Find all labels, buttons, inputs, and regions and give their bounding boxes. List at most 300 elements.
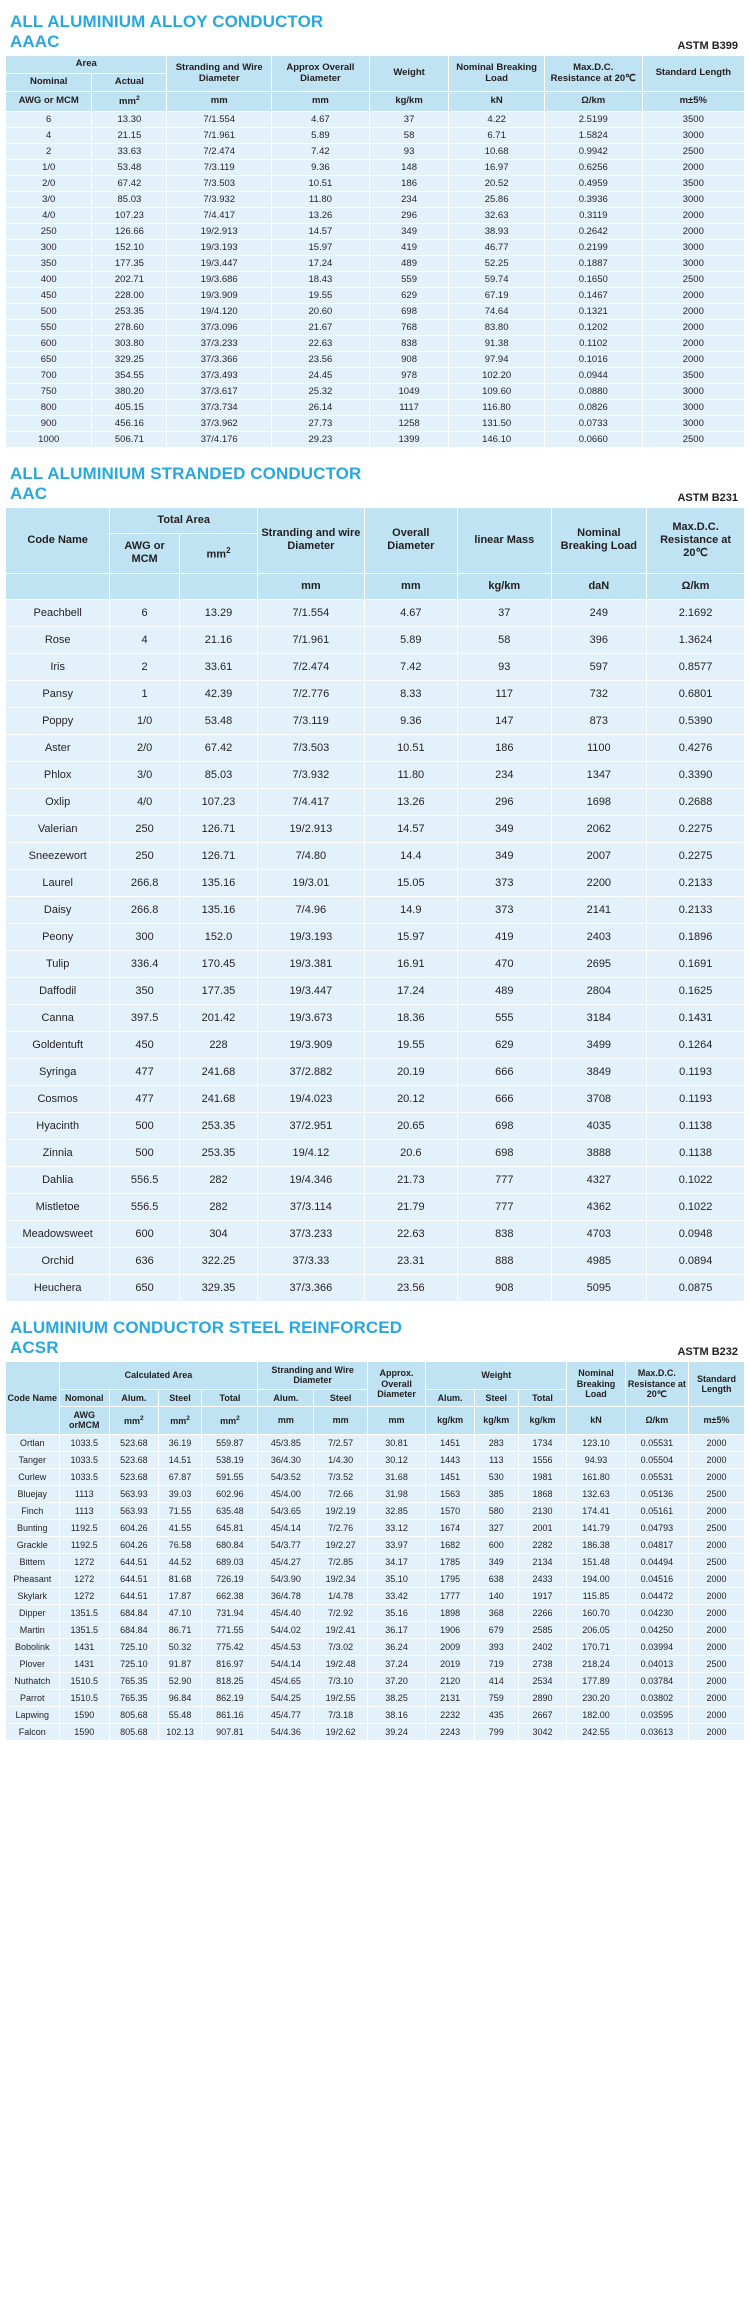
cell-value: 15.05 bbox=[364, 869, 457, 896]
cell-value: 58 bbox=[458, 626, 551, 653]
cell-value: 10.51 bbox=[272, 176, 370, 192]
cell-name: Bobolink bbox=[6, 1638, 60, 1655]
cell-value: 13.29 bbox=[179, 599, 257, 626]
cell-value: 1431 bbox=[59, 1655, 110, 1672]
cell-name: 1000 bbox=[6, 432, 92, 448]
cell-value: 304 bbox=[179, 1220, 257, 1247]
cell-value: 55.48 bbox=[158, 1706, 202, 1723]
cell-value: 249 bbox=[551, 599, 647, 626]
col-group-resistance: Max.D.C. Resistance at 20℃ bbox=[544, 56, 642, 92]
cell-value: 1682 bbox=[426, 1536, 475, 1553]
cell-value: 1192.5 bbox=[59, 1519, 110, 1536]
table-row bbox=[6, 368, 745, 384]
cell-value: 46.77 bbox=[449, 240, 545, 256]
cell-value: 1795 bbox=[426, 1570, 475, 1587]
cell-value: 37 bbox=[369, 112, 449, 128]
cell-value: 22.63 bbox=[272, 336, 370, 352]
unit-awg: AWG or MCM bbox=[6, 91, 92, 111]
cell-name: Daisy bbox=[6, 896, 110, 923]
cell-value: 41.55 bbox=[158, 1519, 202, 1536]
cell-value: 206.05 bbox=[567, 1621, 625, 1638]
cell-value: 42.39 bbox=[179, 680, 257, 707]
cell-value: 397.5 bbox=[110, 1004, 180, 1031]
cell-value: 170.71 bbox=[567, 1638, 625, 1655]
cell-value: 373 bbox=[458, 896, 551, 923]
table-row bbox=[6, 788, 745, 815]
cell-value: 21.79 bbox=[364, 1193, 457, 1220]
cell-value: 3/0 bbox=[110, 761, 180, 788]
cell-value: 0.1022 bbox=[647, 1193, 745, 1220]
cell-value: 147 bbox=[458, 707, 551, 734]
table-row bbox=[6, 1706, 745, 1723]
cell-value: 19/2.27 bbox=[314, 1536, 368, 1553]
cell-value: 54/3.77 bbox=[258, 1536, 314, 1553]
unit-kgkm: kg/km bbox=[458, 573, 551, 599]
cell-value: 30.81 bbox=[367, 1434, 425, 1451]
cell-value: 7/4.96 bbox=[258, 896, 365, 923]
cell-value: 16.97 bbox=[449, 160, 545, 176]
cell-value: 22.63 bbox=[364, 1220, 457, 1247]
cell-value: 3042 bbox=[518, 1723, 567, 1740]
cell-value: 76.58 bbox=[158, 1536, 202, 1553]
cell-value: 591.55 bbox=[202, 1468, 258, 1485]
cell-value: 14.57 bbox=[364, 815, 457, 842]
col-group-breaking-load: Nominal Breaking Load bbox=[449, 56, 545, 92]
cell-value: 600 bbox=[474, 1536, 518, 1553]
cell-value: 1.3624 bbox=[647, 626, 745, 653]
cell-value: 1917 bbox=[518, 1587, 567, 1604]
cell-value: 186 bbox=[369, 176, 449, 192]
cell-value: 349 bbox=[458, 815, 551, 842]
cell-value: 1113 bbox=[59, 1485, 110, 1502]
cell-value: 2120 bbox=[426, 1672, 475, 1689]
cell-value: 19/3.193 bbox=[167, 240, 272, 256]
cell-value: 1698 bbox=[551, 788, 647, 815]
cell-value: 3000 bbox=[642, 384, 744, 400]
cell-name: 900 bbox=[6, 416, 92, 432]
cell-value: 19/2.55 bbox=[314, 1689, 368, 1706]
cell-name: 800 bbox=[6, 400, 92, 416]
cell-value: 0.03994 bbox=[625, 1638, 688, 1655]
cell-value: 1258 bbox=[369, 416, 449, 432]
cell-value: 1510.5 bbox=[59, 1672, 110, 1689]
cell-value: 7/3.02 bbox=[314, 1638, 368, 1655]
cell-value: 152.10 bbox=[92, 240, 167, 256]
cell-value: 414 bbox=[474, 1672, 518, 1689]
cell-value: 327 bbox=[474, 1519, 518, 1536]
table-header-row bbox=[6, 56, 745, 74]
cell-value: 37/2.951 bbox=[258, 1112, 365, 1139]
cell-value: 0.1887 bbox=[544, 256, 642, 272]
cell-value: 2000 bbox=[688, 1570, 744, 1587]
cell-value: 0.3390 bbox=[647, 761, 745, 788]
cell-value: 21.16 bbox=[179, 626, 257, 653]
cell-value: 3500 bbox=[642, 112, 744, 128]
unit-mm2-alum: $mm^2$ bbox=[110, 1406, 159, 1434]
cell-value: 59.74 bbox=[449, 272, 545, 288]
cell-value: 684.84 bbox=[110, 1621, 159, 1638]
standard-label-aac: ASTM B231 bbox=[677, 492, 738, 505]
cell-value: 2009 bbox=[426, 1638, 475, 1655]
cell-name: Nuthatch bbox=[6, 1672, 60, 1689]
cell-value: 58 bbox=[369, 128, 449, 144]
cell-value: 0.04793 bbox=[625, 1519, 688, 1536]
unit-mm-strand: mm bbox=[167, 91, 272, 111]
cell-value: 1785 bbox=[426, 1553, 475, 1570]
table-row bbox=[6, 761, 745, 788]
cell-value: 350 bbox=[110, 977, 180, 1004]
cell-value: 2/0 bbox=[110, 734, 180, 761]
cell-value: 732 bbox=[551, 680, 647, 707]
cell-value: 17.87 bbox=[158, 1587, 202, 1604]
cell-value: 303.80 bbox=[92, 336, 167, 352]
cell-value: 37/3.233 bbox=[167, 336, 272, 352]
table-row bbox=[6, 160, 745, 176]
cell-value: 768 bbox=[369, 320, 449, 336]
cell-value: 0.4959 bbox=[544, 176, 642, 192]
cell-value: 500 bbox=[110, 1139, 180, 1166]
cell-name: Mistletoe bbox=[6, 1193, 110, 1220]
cell-value: 908 bbox=[458, 1274, 551, 1301]
cell-value: 0.04013 bbox=[625, 1655, 688, 1672]
cell-value: 140 bbox=[474, 1587, 518, 1604]
cell-value: 7/3.932 bbox=[167, 192, 272, 208]
cell-value: 2500 bbox=[688, 1655, 744, 1672]
cell-value: 52.25 bbox=[449, 256, 545, 272]
cell-value: 2000 bbox=[642, 208, 744, 224]
cell-value: 19.55 bbox=[272, 288, 370, 304]
cell-value: 2500 bbox=[688, 1485, 744, 1502]
cell-name: 250 bbox=[6, 224, 92, 240]
cell-value: 1351.5 bbox=[59, 1604, 110, 1621]
cell-value: 241.68 bbox=[179, 1058, 257, 1085]
col-breaking-load: Nominal Breaking Load bbox=[551, 508, 647, 574]
cell-value: 282 bbox=[179, 1193, 257, 1220]
cell-value: 2000 bbox=[642, 288, 744, 304]
table-row bbox=[6, 1166, 745, 1193]
cell-value: 1272 bbox=[59, 1553, 110, 1570]
cell-value: 3888 bbox=[551, 1139, 647, 1166]
table-row bbox=[6, 112, 745, 128]
cell-value: 2000 bbox=[642, 224, 744, 240]
col-stranding: Stranding and Wire Diameter bbox=[258, 1361, 367, 1389]
cell-value: 37.24 bbox=[367, 1655, 425, 1672]
cell-value: 21.73 bbox=[364, 1166, 457, 1193]
cell-value: 680.84 bbox=[202, 1536, 258, 1553]
cell-value: 1868 bbox=[518, 1485, 567, 1502]
cell-value: 2 bbox=[110, 653, 180, 680]
cell-value: 419 bbox=[458, 923, 551, 950]
cell-value: 5095 bbox=[551, 1274, 647, 1301]
cell-value: 523.68 bbox=[110, 1434, 159, 1451]
cell-value: 19/2.62 bbox=[314, 1723, 368, 1740]
table-row bbox=[6, 842, 745, 869]
cell-value: 20.6 bbox=[364, 1139, 457, 1166]
cell-value: 74.64 bbox=[449, 304, 545, 320]
cell-value: 838 bbox=[369, 336, 449, 352]
cell-value: 0.2275 bbox=[647, 815, 745, 842]
cell-value: 0.1016 bbox=[544, 352, 642, 368]
cell-value: 14.4 bbox=[364, 842, 457, 869]
cell-value: 148 bbox=[369, 160, 449, 176]
cell-value: 30.12 bbox=[367, 1451, 425, 1468]
cell-value: 0.2642 bbox=[544, 224, 642, 240]
cell-value: 13.26 bbox=[272, 208, 370, 224]
cell-value: 1/4.30 bbox=[314, 1451, 368, 1468]
cell-value: 2500 bbox=[688, 1519, 744, 1536]
cell-value: 45/4.40 bbox=[258, 1604, 314, 1621]
cell-name: Sneezewort bbox=[6, 842, 110, 869]
cell-value: 37/3.366 bbox=[167, 352, 272, 368]
cell-value: 1510.5 bbox=[59, 1689, 110, 1706]
cell-value: 4985 bbox=[551, 1247, 647, 1274]
table-row bbox=[6, 1689, 745, 1706]
cell-value: 13.30 bbox=[92, 112, 167, 128]
col-group-diameter: Approx Overall Diameter bbox=[272, 56, 370, 92]
cell-value: 13.26 bbox=[364, 788, 457, 815]
table-row bbox=[6, 128, 745, 144]
unit-mm-diam: mm bbox=[367, 1406, 425, 1434]
cell-value: 0.1896 bbox=[647, 923, 745, 950]
cell-value: 102.13 bbox=[158, 1723, 202, 1740]
cell-value: 14.9 bbox=[364, 896, 457, 923]
cell-value: 266.8 bbox=[110, 896, 180, 923]
cell-value: 19/4.346 bbox=[258, 1166, 365, 1193]
unit-ohmkm: Ω/km bbox=[625, 1406, 688, 1434]
cell-value: 278.60 bbox=[92, 320, 167, 336]
cell-value: 7/2.474 bbox=[167, 144, 272, 160]
table-header-row bbox=[6, 508, 745, 534]
cell-value: 1674 bbox=[426, 1519, 475, 1536]
cell-value: 0.05161 bbox=[625, 1502, 688, 1519]
cell-value: 555 bbox=[458, 1004, 551, 1031]
cell-value: 201.42 bbox=[179, 1004, 257, 1031]
cell-value: 2738 bbox=[518, 1655, 567, 1672]
cell-name: Pheasant bbox=[6, 1570, 60, 1587]
cell-value: 2500 bbox=[642, 432, 744, 448]
cell-value: 559.87 bbox=[202, 1434, 258, 1451]
table-row bbox=[6, 400, 745, 416]
table-row bbox=[6, 240, 745, 256]
table-row bbox=[6, 680, 745, 707]
col-weight: Weight bbox=[426, 1361, 567, 1389]
col-code-name: Code Name bbox=[6, 1361, 60, 1434]
cell-value: 135.16 bbox=[179, 896, 257, 923]
cell-name: Skylark bbox=[6, 1587, 60, 1604]
cell-value: 37/2.882 bbox=[258, 1058, 365, 1085]
cell-value: 94.93 bbox=[567, 1451, 625, 1468]
cell-value: 152.0 bbox=[179, 923, 257, 950]
cell-value: 2134 bbox=[518, 1553, 567, 1570]
cell-value: 644.51 bbox=[110, 1570, 159, 1587]
cell-value: 7/3.932 bbox=[258, 761, 365, 788]
cell-value: 2200 bbox=[551, 869, 647, 896]
cell-value: 34.17 bbox=[367, 1553, 425, 1570]
cell-value: 7/2.66 bbox=[314, 1485, 368, 1502]
cell-value: 523.68 bbox=[110, 1468, 159, 1485]
section-subtitle-text: ACSR bbox=[10, 1337, 59, 1357]
cell-value: 36.17 bbox=[367, 1621, 425, 1638]
cell-value: 1570 bbox=[426, 1502, 475, 1519]
cell-value: 873 bbox=[551, 707, 647, 734]
cell-value: 38.93 bbox=[449, 224, 545, 240]
cell-value: 4 bbox=[110, 626, 180, 653]
section-subtitle-text: AAC bbox=[10, 484, 48, 504]
cell-value: 45/4.14 bbox=[258, 1519, 314, 1536]
cell-value: 602.96 bbox=[202, 1485, 258, 1502]
cell-value: 67.42 bbox=[92, 176, 167, 192]
cell-value: 0.6801 bbox=[647, 680, 745, 707]
cell-value: 21.15 bbox=[92, 128, 167, 144]
cell-value: 5.89 bbox=[272, 128, 370, 144]
cell-value: 1/0 bbox=[110, 707, 180, 734]
table-row bbox=[6, 950, 745, 977]
table-row bbox=[6, 1004, 745, 1031]
cell-value: 322.25 bbox=[179, 1247, 257, 1274]
cell-value: 126.71 bbox=[179, 815, 257, 842]
cell-value: 354.55 bbox=[92, 368, 167, 384]
cell-value: 2695 bbox=[551, 950, 647, 977]
cell-value: 1192.5 bbox=[59, 1536, 110, 1553]
cell-value: 7/2.92 bbox=[314, 1604, 368, 1621]
cell-value: 71.55 bbox=[158, 1502, 202, 1519]
cell-value: 194.00 bbox=[567, 1570, 625, 1587]
cell-value: 19/3.447 bbox=[167, 256, 272, 272]
cell-value: 638 bbox=[474, 1570, 518, 1587]
cell-value: 6.71 bbox=[449, 128, 545, 144]
cell-value: 1033.5 bbox=[59, 1434, 110, 1451]
cell-value: 329.25 bbox=[92, 352, 167, 368]
cell-value: 7/2.776 bbox=[258, 680, 365, 707]
cell-value: 3000 bbox=[642, 416, 744, 432]
cell-name: Aster bbox=[6, 734, 110, 761]
cell-value: 506.71 bbox=[92, 432, 167, 448]
cell-name: Orchid bbox=[6, 1247, 110, 1274]
cell-value: 3000 bbox=[642, 256, 744, 272]
cell-value: 29.23 bbox=[272, 432, 370, 448]
cell-name: Rose bbox=[6, 626, 110, 653]
table-row bbox=[6, 896, 745, 923]
cell-value: 1590 bbox=[59, 1723, 110, 1740]
cell-value: 1981 bbox=[518, 1468, 567, 1485]
cell-value: 0.0660 bbox=[544, 432, 642, 448]
cell-value: 135.16 bbox=[179, 869, 257, 896]
cell-value: 234 bbox=[458, 761, 551, 788]
cell-value: 1777 bbox=[426, 1587, 475, 1604]
cell-value: 7/2.474 bbox=[258, 653, 365, 680]
col-area-nominal: Nomonal bbox=[59, 1389, 110, 1406]
cell-value: 2000 bbox=[688, 1723, 744, 1740]
cell-value: 0.0948 bbox=[647, 1220, 745, 1247]
cell-value: 54/3.52 bbox=[258, 1468, 314, 1485]
cell-name: Parrot bbox=[6, 1689, 60, 1706]
cell-value: 45/4.27 bbox=[258, 1553, 314, 1570]
cell-value: 861.16 bbox=[202, 1706, 258, 1723]
cell-value: 19/3.447 bbox=[258, 977, 365, 1004]
cell-value: 2.5199 bbox=[544, 112, 642, 128]
cell-value: 10.68 bbox=[449, 144, 545, 160]
cell-value: 38.25 bbox=[367, 1689, 425, 1706]
cell-value: 67.42 bbox=[179, 734, 257, 761]
cell-value: 3000 bbox=[642, 128, 744, 144]
cell-value: 242.55 bbox=[567, 1723, 625, 1740]
table-row bbox=[6, 1723, 745, 1740]
cell-value: 253.35 bbox=[179, 1139, 257, 1166]
cell-name: Zinnia bbox=[6, 1139, 110, 1166]
cell-value: 0.1193 bbox=[647, 1058, 745, 1085]
cell-name: Oxlip bbox=[6, 788, 110, 815]
table-row bbox=[6, 1193, 745, 1220]
cell-value: 563.93 bbox=[110, 1485, 159, 1502]
cell-value: 1113 bbox=[59, 1502, 110, 1519]
cell-value: 0.1193 bbox=[647, 1085, 745, 1112]
cell-value: 4.67 bbox=[272, 112, 370, 128]
table-aaac bbox=[5, 55, 745, 448]
cell-value: 1117 bbox=[369, 400, 449, 416]
cell-value: 556.5 bbox=[110, 1166, 180, 1193]
cell-value: 11.80 bbox=[272, 192, 370, 208]
cell-value: 126.66 bbox=[92, 224, 167, 240]
cell-value: 19/3.193 bbox=[258, 923, 365, 950]
cell-value: 719 bbox=[474, 1655, 518, 1672]
table-row bbox=[6, 1638, 745, 1655]
cell-value: 2282 bbox=[518, 1536, 567, 1553]
table-row bbox=[6, 707, 745, 734]
cell-name: Canna bbox=[6, 1004, 110, 1031]
cell-value: 116.80 bbox=[449, 400, 545, 416]
cell-value: 44.52 bbox=[158, 1553, 202, 1570]
cell-value: 477 bbox=[110, 1085, 180, 1112]
col-group-area: Area bbox=[6, 56, 167, 74]
cell-value: 7/1.554 bbox=[258, 599, 365, 626]
cell-value: 45/4.00 bbox=[258, 1485, 314, 1502]
table-unit-row-2 bbox=[6, 573, 745, 599]
cell-value: 230.20 bbox=[567, 1689, 625, 1706]
cell-value: 629 bbox=[369, 288, 449, 304]
standard-label-aaac: ASTM B399 bbox=[677, 40, 738, 53]
table-row bbox=[6, 977, 745, 1004]
table-row bbox=[6, 1220, 745, 1247]
cell-value: 1906 bbox=[426, 1621, 475, 1638]
cell-value: 0.0826 bbox=[544, 400, 642, 416]
cell-value: 1033.5 bbox=[59, 1451, 110, 1468]
section-title-text: ALL ALUMINIUM ALLOY CONDUCTOR bbox=[10, 12, 324, 31]
cell-value: 9.36 bbox=[364, 707, 457, 734]
cell-value: 0.04516 bbox=[625, 1570, 688, 1587]
col-breaking-load: Nominal Breaking Load bbox=[567, 1361, 625, 1406]
table-row bbox=[6, 1085, 745, 1112]
cell-value: 24.45 bbox=[272, 368, 370, 384]
cell-name: 700 bbox=[6, 368, 92, 384]
cell-value: 698 bbox=[369, 304, 449, 320]
cell-value: 1443 bbox=[426, 1451, 475, 1468]
unit-blank-3 bbox=[179, 573, 257, 599]
table-row bbox=[6, 1451, 745, 1468]
cell-value: 2000 bbox=[688, 1502, 744, 1519]
cell-value: 7/4.417 bbox=[167, 208, 272, 224]
cell-value: 349 bbox=[474, 1553, 518, 1570]
cell-value: 435 bbox=[474, 1706, 518, 1723]
cell-value: 31.68 bbox=[367, 1468, 425, 1485]
cell-value: 0.03613 bbox=[625, 1723, 688, 1740]
cell-value: 1451 bbox=[426, 1434, 475, 1451]
cell-name: 1/0 bbox=[6, 160, 92, 176]
cell-value: 3708 bbox=[551, 1085, 647, 1112]
cell-name: Daffodil bbox=[6, 977, 110, 1004]
table-row bbox=[6, 1468, 745, 1485]
cell-value: 2000 bbox=[642, 304, 744, 320]
cell-value: 11.80 bbox=[364, 761, 457, 788]
